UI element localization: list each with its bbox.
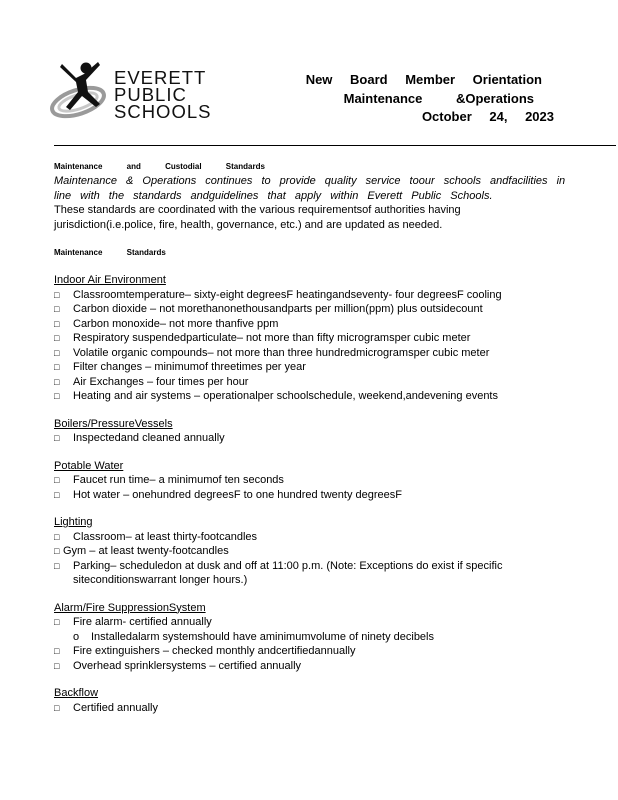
list-item: □ Classroomtemperature– sixty-eight degreesF heatingandseventy- four degreesF cooling [54, 288, 502, 301]
list-item: □ Fire alarm- certified annually [54, 616, 212, 628]
district-logo [48, 58, 223, 130]
list-item: □ Gym – at least twenty-footcandles [54, 545, 229, 557]
intro-italic-line-2: line with the standards andguidelines that apply within Everett Public Schools. [54, 189, 493, 202]
header-department: Maintenance &Operations [343, 90, 534, 106]
list-item: □ Heating and air systems – operationalper schoolschedule, weekend,andevening events [54, 390, 498, 402]
sub-bullet-icon: o [73, 630, 80, 643]
document-body [54, 160, 574, 715]
section-title-backflow: Backflow [54, 687, 99, 699]
potable-water-list [54, 473, 574, 502]
indoor-air-list [54, 288, 574, 404]
header-divider [54, 145, 616, 146]
bullet-icon: □ [54, 376, 60, 387]
logo-line-3: SCHOOLS [114, 101, 212, 122]
bullet-icon: □ [54, 560, 60, 571]
list-item: □ Inspectedand cleaned annually [54, 432, 225, 444]
section-title-indoor-air: Indoor Air Environment [54, 274, 166, 286]
list-item: □ Fire extinguishers – checked monthly andcertifiedannually [54, 645, 356, 657]
list-item: □ Classroom– at least thirty-footcandles [54, 530, 258, 543]
bullet-icon: □ [54, 546, 60, 556]
bullet-icon: □ [54, 489, 60, 500]
list-sub-item: o Installedalarm systemshould have aminimumvolume of ninety decibels [73, 630, 434, 643]
list-item: □ Certified annually [54, 701, 158, 714]
list-item: □ Air Exchanges – four times per hour [54, 375, 249, 388]
logo-line-2: PUBLIC [114, 84, 187, 105]
standards-subheading: Maintenance Standards [54, 248, 166, 257]
intro-heading: Maintenance and Custodial Standards [54, 162, 265, 171]
section-title-lighting: Lighting [54, 516, 93, 528]
list-item: □ Overhead sprinklersystems – certified annually [54, 659, 302, 672]
bullet-icon: □ [54, 433, 60, 443]
bullet-icon: □ [54, 660, 60, 671]
alarm-fire-list [54, 615, 574, 673]
logo-wordmark [114, 69, 211, 120]
bullet-icon: □ [54, 333, 60, 343]
bullet-icon: □ [54, 391, 60, 401]
section-title-boilers: Boilers/PressureVessels [54, 417, 173, 430]
list-item: □ Carbon monoxide– not more thanfive ppm [54, 317, 279, 330]
list-item: □ Carbon dioxide – not morethanonethousandparts per million(ppm) plus outsidecount [54, 303, 483, 315]
document-header [300, 71, 570, 127]
list-item: □ Respiratory suspendedparticulate– not more than fifty microgramsper cubic meter [54, 332, 471, 344]
list-item: □ Filter changes – minimumof threetimes per year [54, 361, 306, 373]
bullet-icon: □ [54, 318, 60, 329]
lighting-list [54, 530, 574, 588]
header-title: New Board Member Orientation [305, 72, 542, 87]
boilers-list [54, 431, 574, 446]
bullet-icon: □ [54, 362, 60, 372]
list-item: □ Faucet run time– a minimumof ten seconds [54, 474, 284, 486]
bullet-icon: □ [54, 304, 60, 314]
section-title-alarm-fire: Alarm/Fire SuppressionSystem [54, 601, 206, 614]
intro-italic-line-1: Maintenance & Operations continues to provide quality service toour schools andfacilities in [54, 175, 566, 187]
bullet-icon: □ [54, 702, 60, 713]
intro-plain-line-2: jurisdiction(i.e.police, fire, health, governance, etc.) and are updated as needed. [54, 218, 443, 231]
intro-plain-line-1: These standards are coordinated with the various requirementsof authorities having [54, 204, 461, 216]
bullet-icon: □ [54, 646, 60, 656]
bullet-icon: □ [54, 347, 60, 358]
bullet-icon: □ [54, 475, 60, 485]
bullet-icon: □ [54, 617, 60, 627]
section-title-potable-water: Potable Water [54, 459, 124, 472]
list-item: □ Hot water – onehundred degreesF to one hundred twenty degreesF [54, 488, 402, 501]
bullet-icon: □ [54, 531, 60, 542]
backflow-list [54, 701, 574, 716]
bullet-icon: □ [54, 289, 60, 300]
leaping-figure-icon [48, 58, 118, 130]
list-item: □ Parking– scheduledon at dusk and off at 11:00 p.m. (Note: Exceptions do exist if specific siteconditionswarrant longer hours.) [54, 559, 503, 586]
header-date: October 24, 2023 [421, 109, 554, 124]
list-item: □ Volatile organic compounds– not more than three hundredmicrogramsper cubic meter [54, 346, 490, 359]
logo-line-1: EVERETT [114, 67, 207, 88]
